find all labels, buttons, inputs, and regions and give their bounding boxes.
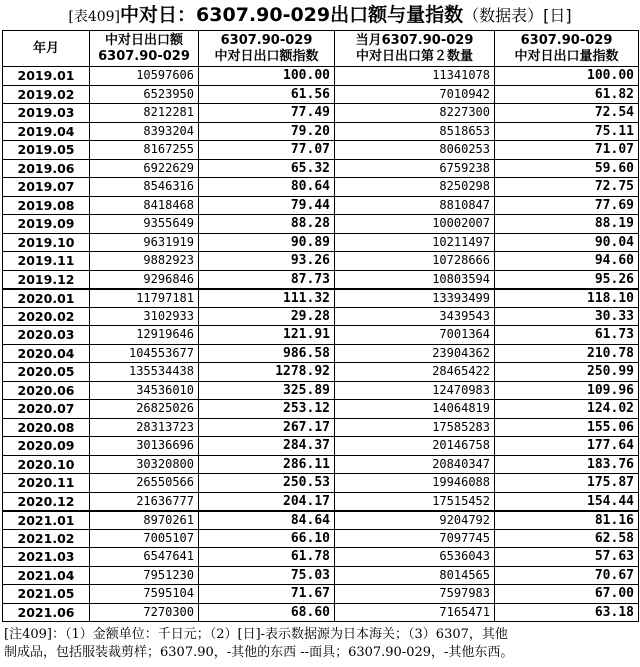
quantity-index-cell: 118.10	[495, 289, 639, 308]
header-export-quantity	[335, 31, 495, 67]
quantity-index-cell: 177.64	[495, 437, 639, 456]
month-cell: 2020.05	[3, 363, 90, 382]
quantity-index-cell: 75.11	[495, 122, 639, 141]
amount-index-cell: 111.32	[199, 289, 335, 308]
export-quantity-cell: 7165471	[335, 603, 495, 622]
table-main-title: 中对日：6307.90-029出口额与量指数	[120, 4, 464, 26]
export-amount-cell: 8393204	[90, 122, 199, 141]
quantity-index-cell: 155.06	[495, 418, 639, 437]
footnote-line-2: 制成品，包括服装裁剪样；6307.90，-其他的东西 --面具；6307.90-029，-其他东西。	[4, 645, 514, 660]
month-cell: 2019.10	[3, 233, 90, 252]
month-cell: 2019.02	[3, 85, 90, 104]
month-cell: 2019.08	[3, 196, 90, 215]
export-amount-cell: 11797181	[90, 289, 199, 308]
amount-index-cell: 986.58	[199, 344, 335, 363]
amount-index-cell: 121.91	[199, 326, 335, 345]
export-quantity-cell: 10728666	[335, 252, 495, 271]
month-cell: 2019.11	[3, 252, 90, 271]
table-row	[3, 196, 639, 215]
month-cell: 2020.09	[3, 437, 90, 456]
quantity-index-cell: 77.69	[495, 196, 639, 215]
export-amount-cell: 9296846	[90, 270, 199, 289]
table-row	[3, 141, 639, 160]
quantity-index-cell: 62.58	[495, 529, 639, 548]
export-quantity-cell: 3439543	[335, 307, 495, 326]
month-cell: 2019.05	[3, 141, 90, 160]
amount-index-cell: 71.67	[199, 585, 335, 604]
amount-index-cell: 77.07	[199, 141, 335, 160]
table-row	[3, 363, 639, 382]
table-row	[3, 603, 639, 622]
export-amount-cell: 28313723	[90, 418, 199, 437]
export-amount-cell: 6922629	[90, 159, 199, 178]
table-subtitle: （数据表）[日]	[463, 6, 572, 25]
table-row	[3, 511, 639, 530]
table-row	[3, 252, 639, 271]
amount-index-cell: 267.17	[199, 418, 335, 437]
quantity-index-cell: 71.07	[495, 141, 639, 160]
header-amount-index-line: 6307.90-029	[220, 32, 313, 48]
header-month-line: 年月	[32, 40, 59, 56]
header-export-amount-line: 中对日出口额	[104, 32, 183, 48]
export-amount-cell: 8418468	[90, 196, 199, 215]
table-row	[3, 529, 639, 548]
header-amount-index	[199, 31, 335, 67]
export-quantity-cell: 8060253	[335, 141, 495, 160]
quantity-index-cell: 154.44	[495, 492, 639, 511]
export-quantity-cell: 12470983	[335, 381, 495, 400]
table-row	[3, 289, 639, 308]
table-row	[3, 233, 639, 252]
export-quantity-cell: 17585283	[335, 418, 495, 437]
amount-index-cell: 79.20	[199, 122, 335, 141]
table-row	[3, 159, 639, 178]
export-amount-cell: 9882923	[90, 252, 199, 271]
month-cell: 2021.05	[3, 585, 90, 604]
export-amount-cell: 8970261	[90, 511, 199, 530]
export-quantity-cell: 19946088	[335, 474, 495, 493]
amount-index-cell: 65.32	[199, 159, 335, 178]
export-amount-cell: 8167255	[90, 141, 199, 160]
amount-index-cell: 77.49	[199, 104, 335, 123]
table-row	[3, 381, 639, 400]
table-row	[3, 122, 639, 141]
footnote-line-1: [注409]：（1）金额单位：千日元；（2）[日]-表示数据源为日本海关；（3）6307，其他	[4, 627, 508, 642]
quantity-index-cell: 72.75	[495, 178, 639, 197]
amount-index-cell: 66.10	[199, 529, 335, 548]
quantity-index-cell: 175.87	[495, 474, 639, 493]
amount-index-cell: 80.64	[199, 178, 335, 197]
month-cell: 2021.01	[3, 511, 90, 530]
amount-index-cell: 325.89	[199, 381, 335, 400]
amount-index-cell: 100.00	[199, 67, 335, 86]
table-row	[3, 67, 639, 86]
export-quantity-cell: 8810847	[335, 196, 495, 215]
table-row	[3, 307, 639, 326]
table-header	[3, 31, 639, 67]
table-row	[3, 548, 639, 567]
table-row	[3, 492, 639, 511]
export-amount-cell: 9631919	[90, 233, 199, 252]
quantity-index-cell: 72.54	[495, 104, 639, 123]
quantity-index-cell: 95.26	[495, 270, 639, 289]
export-quantity-cell: 8518653	[335, 122, 495, 141]
quantity-index-cell: 61.73	[495, 326, 639, 345]
export-quantity-cell: 8227300	[335, 104, 495, 123]
quantity-index-cell: 109.96	[495, 381, 639, 400]
export-amount-cell: 30320800	[90, 455, 199, 474]
table-row	[3, 270, 639, 289]
month-cell: 2021.04	[3, 566, 90, 585]
quantity-index-cell: 61.82	[495, 85, 639, 104]
export-quantity-cell: 9204792	[335, 511, 495, 530]
amount-index-cell: 87.73	[199, 270, 335, 289]
quantity-index-cell: 57.63	[495, 548, 639, 567]
quantity-index-cell: 59.60	[495, 159, 639, 178]
month-cell: 2019.07	[3, 178, 90, 197]
table-row	[3, 437, 639, 456]
export-quantity-cell: 13393499	[335, 289, 495, 308]
export-quantity-cell: 7001364	[335, 326, 495, 345]
export-quantity-cell: 7097745	[335, 529, 495, 548]
export-amount-cell: 9355649	[90, 215, 199, 234]
amount-index-cell: 204.17	[199, 492, 335, 511]
amount-index-cell: 286.11	[199, 455, 335, 474]
export-amount-cell: 135534438	[90, 363, 199, 382]
export-amount-cell: 21636777	[90, 492, 199, 511]
header-export-quantity-line: 中对日出口第２数量	[355, 48, 473, 64]
table-row	[3, 418, 639, 437]
table-number: [表409]	[68, 9, 121, 25]
quantity-index-cell: 100.00	[495, 67, 639, 86]
quantity-index-cell: 94.60	[495, 252, 639, 271]
export-quantity-cell: 7597983	[335, 585, 495, 604]
export-quantity-cell: 7010942	[335, 85, 495, 104]
header-amount-index-line: 中对日出口额指数	[214, 48, 319, 64]
export-quantity-cell: 23904362	[335, 344, 495, 363]
table-row	[3, 400, 639, 419]
export-quantity-cell: 6536043	[335, 548, 495, 567]
quantity-index-cell: 63.18	[495, 603, 639, 622]
header-export-amount	[90, 31, 199, 67]
month-cell: 2019.06	[3, 159, 90, 178]
table-row	[3, 326, 639, 345]
export-quantity-cell: 11341078	[335, 67, 495, 86]
quantity-index-cell: 30.33	[495, 307, 639, 326]
amount-index-cell: 90.89	[199, 233, 335, 252]
export-quantity-cell: 14064819	[335, 400, 495, 419]
amount-index-cell: 84.64	[199, 511, 335, 530]
export-amount-cell: 26550566	[90, 474, 199, 493]
export-amount-cell: 6547641	[90, 548, 199, 567]
month-cell: 2020.08	[3, 418, 90, 437]
month-cell: 2021.02	[3, 529, 90, 548]
export-quantity-cell: 20840347	[335, 455, 495, 474]
header-quantity-index	[495, 31, 639, 67]
table-row	[3, 85, 639, 104]
month-cell: 2019.12	[3, 270, 90, 289]
amount-index-cell: 79.44	[199, 196, 335, 215]
quantity-index-cell: 88.19	[495, 215, 639, 234]
export-amount-cell: 30136696	[90, 437, 199, 456]
header-export-quantity-line: 当月6307.90-029	[355, 32, 474, 48]
header-export-amount-line: 6307.90-029	[98, 48, 190, 64]
table-body	[3, 67, 639, 622]
amount-index-cell: 61.56	[199, 85, 335, 104]
amount-index-cell: 253.12	[199, 400, 335, 419]
amount-index-cell: 284.37	[199, 437, 335, 456]
month-cell: 2020.03	[3, 326, 90, 345]
export-quantity-cell: 10211497	[335, 233, 495, 252]
export-quantity-cell: 17515452	[335, 492, 495, 511]
quantity-index-cell: 81.16	[495, 511, 639, 530]
month-cell: 2021.03	[3, 548, 90, 567]
export-amount-cell: 6523950	[90, 85, 199, 104]
table-row	[3, 344, 639, 363]
export-amount-cell: 26825026	[90, 400, 199, 419]
amount-index-cell: 29.28	[199, 307, 335, 326]
export-quantity-cell: 8014565	[335, 566, 495, 585]
month-cell: 2020.06	[3, 381, 90, 400]
export-quantity-cell: 28465422	[335, 363, 495, 382]
header-row	[3, 31, 639, 67]
export-quantity-cell: 8250298	[335, 178, 495, 197]
export-amount-cell: 10597606	[90, 67, 199, 86]
footnote	[4, 626, 636, 662]
month-cell: 2020.12	[3, 492, 90, 511]
export-amount-cell: 8212281	[90, 104, 199, 123]
amount-index-cell: 93.26	[199, 252, 335, 271]
header-quantity-index-line: 中对日出口量指数	[514, 48, 619, 64]
month-cell: 2020.11	[3, 474, 90, 493]
export-quantity-cell: 6759238	[335, 159, 495, 178]
month-cell: 2020.02	[3, 307, 90, 326]
amount-index-cell: 88.28	[199, 215, 335, 234]
month-cell: 2020.01	[3, 289, 90, 308]
table-row	[3, 455, 639, 474]
month-cell: 2019.04	[3, 122, 90, 141]
header-quantity-index-line: 6307.90-029	[520, 32, 613, 48]
quantity-index-cell: 90.04	[495, 233, 639, 252]
table-row	[3, 585, 639, 604]
table-row	[3, 215, 639, 234]
quantity-index-cell: 210.78	[495, 344, 639, 363]
table-row	[3, 178, 639, 197]
month-cell: 2020.10	[3, 455, 90, 474]
amount-index-cell: 250.53	[199, 474, 335, 493]
quantity-index-cell: 183.76	[495, 455, 639, 474]
export-amount-cell: 12919646	[90, 326, 199, 345]
export-amount-cell: 7270300	[90, 603, 199, 622]
amount-index-cell: 75.03	[199, 566, 335, 585]
month-cell: 2020.07	[3, 400, 90, 419]
amount-index-cell: 1278.92	[199, 363, 335, 382]
export-quantity-cell: 10002007	[335, 215, 495, 234]
export-amount-cell: 7951230	[90, 566, 199, 585]
month-cell: 2020.04	[3, 344, 90, 363]
quantity-index-cell: 67.00	[495, 585, 639, 604]
export-amount-cell: 3102933	[90, 307, 199, 326]
export-amount-cell: 104553677	[90, 344, 199, 363]
month-cell: 2021.06	[3, 603, 90, 622]
table-row	[3, 474, 639, 493]
export-quantity-cell: 10803594	[335, 270, 495, 289]
amount-index-cell: 68.60	[199, 603, 335, 622]
table-row	[3, 104, 639, 123]
data-table	[2, 30, 639, 622]
export-amount-cell: 7595104	[90, 585, 199, 604]
header-month	[3, 31, 90, 67]
table-row	[3, 566, 639, 585]
month-cell: 2019.03	[3, 104, 90, 123]
month-cell: 2019.09	[3, 215, 90, 234]
month-cell: 2019.01	[3, 67, 90, 86]
export-quantity-cell: 20146758	[335, 437, 495, 456]
amount-index-cell: 61.78	[199, 548, 335, 567]
quantity-index-cell: 124.02	[495, 400, 639, 419]
export-amount-cell: 7005107	[90, 529, 199, 548]
quantity-index-cell: 250.99	[495, 363, 639, 382]
quantity-index-cell: 70.67	[495, 566, 639, 585]
table-title	[0, 0, 640, 30]
export-amount-cell: 34536010	[90, 381, 199, 400]
export-amount-cell: 8546316	[90, 178, 199, 197]
